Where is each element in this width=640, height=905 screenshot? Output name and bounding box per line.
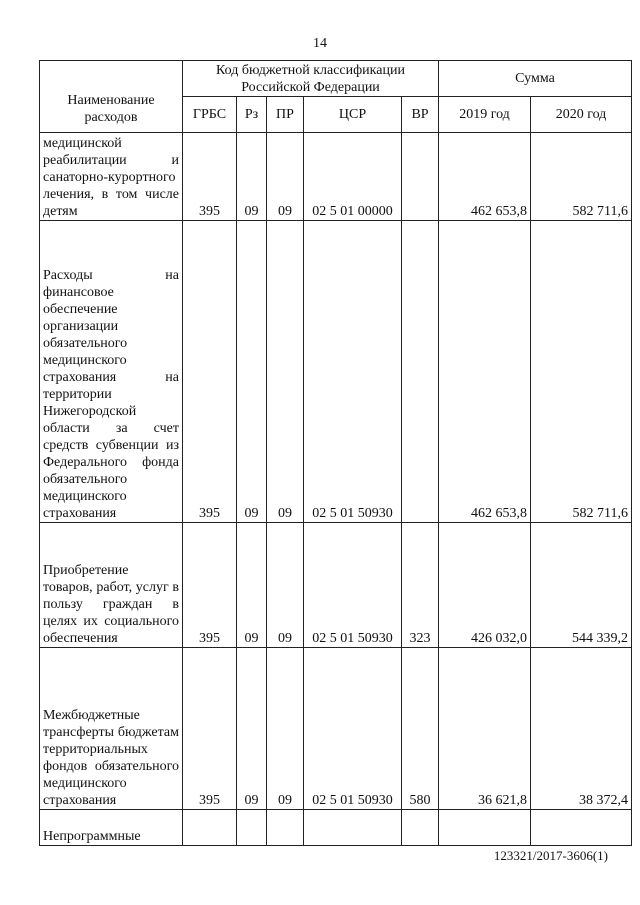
row-sum-2019: 36 621,8 <box>439 648 531 810</box>
header-year-2019: 2019 год <box>439 97 531 133</box>
row-rz: 09 <box>237 523 267 648</box>
row-vr: 580 <box>402 648 439 810</box>
header-sum-group: Сумма <box>439 61 632 97</box>
header-rz: Рз <box>237 97 267 133</box>
table-row <box>40 221 632 523</box>
header-grbs: ГРБС <box>183 97 237 133</box>
row-pr <box>267 810 304 846</box>
row-pr: 09 <box>267 648 304 810</box>
row-vr <box>402 133 439 221</box>
table-row <box>40 648 632 810</box>
row-csr: 02 5 01 50930 <box>304 221 402 523</box>
row-rz <box>237 810 267 846</box>
table-row <box>40 523 632 648</box>
row-vr <box>402 810 439 846</box>
row-vr: 323 <box>402 523 439 648</box>
row-sum-2020 <box>531 810 632 846</box>
row-sum-2020: 544 339,2 <box>531 523 632 648</box>
row-sum-2020: 582 711,6 <box>531 133 632 221</box>
row-sum-2020: 38 372,4 <box>531 648 632 810</box>
row-grbs: 395 <box>183 221 237 523</box>
row-pr: 09 <box>267 133 304 221</box>
row-name: Межбюджетные трансферты бюджетам территориальных фондов обязательного медицинского страхования <box>40 648 183 810</box>
row-name: Непрограммные <box>40 810 183 846</box>
header-code-group: Код бюджетной классификации Российской Федерации <box>183 61 439 97</box>
document-code: 123321/2017-3606(1) <box>493 848 608 863</box>
row-name: Расходы на финансовое обеспечение организации обязательного медицинского страхования на территории Нижегородской области за счет средств субвенции из Федерального фонда обязательного медицинского страхования <box>40 221 183 523</box>
row-csr: 02 5 01 00000 <box>304 133 402 221</box>
table-row <box>40 810 632 846</box>
row-rz: 09 <box>237 648 267 810</box>
row-grbs: 395 <box>183 133 237 221</box>
header-csr: ЦСР <box>304 97 402 133</box>
row-rz: 09 <box>237 221 267 523</box>
row-csr: 02 5 01 50930 <box>304 648 402 810</box>
header-year-2020: 2020 год <box>531 97 632 133</box>
row-rz: 09 <box>237 133 267 221</box>
row-sum-2019 <box>439 810 531 846</box>
table-row <box>40 133 632 221</box>
header-pr: ПР <box>267 97 304 133</box>
row-pr: 09 <box>267 221 304 523</box>
header-vr: ВР <box>402 97 439 133</box>
header-name-column: Наименование расходов <box>40 61 183 133</box>
row-grbs: 395 <box>183 523 237 648</box>
page-number: 14 <box>313 36 327 51</box>
row-csr: 02 5 01 50930 <box>304 523 402 648</box>
row-name: медицинской реабилитации и санаторно-курортного лечения, в том числе детям <box>40 133 183 221</box>
row-sum-2019: 426 032,0 <box>439 523 531 648</box>
row-name: Приобретение товаров, работ, услуг в пользу граждан в целях их социального обеспечения <box>40 523 183 648</box>
row-sum-2019: 462 653,8 <box>439 221 531 523</box>
row-csr <box>304 810 402 846</box>
row-pr: 09 <box>267 523 304 648</box>
row-sum-2019: 462 653,8 <box>439 133 531 221</box>
row-vr <box>402 221 439 523</box>
row-grbs <box>183 810 237 846</box>
row-sum-2020: 582 711,6 <box>531 221 632 523</box>
budget-table <box>39 60 632 846</box>
row-grbs: 395 <box>183 648 237 810</box>
